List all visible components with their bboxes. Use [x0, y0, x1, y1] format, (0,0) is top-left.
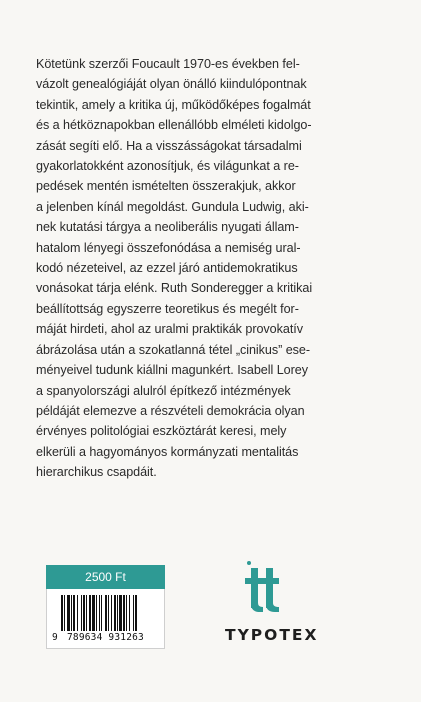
price-tag [46, 565, 165, 589]
barcode-icon [61, 595, 153, 633]
price-label: 2500 Ft [85, 570, 126, 584]
blurb-text: Kötetünk szerzői Foucault 1970-es években fel- vázolt genealógiáját olyan önálló kiindulópontnak tekintik, amely a kritika új, működőképes fogalmát és a hétköznapokban ellenállóbb elméleti kidolgo- zását segíti elő. Ha a visszásságokat társadalmi gyakorlatokként azonosítjuk, és világunkat a re- pedések mentén ismételten összerakjuk, akkor a jelenben kínál megoldást. Gundula Ludwig, aki- nek kutatási tárgya a neoliberális nyugati állam- hatalom lényegi összefonódása a nemiség ural- kodó nézeteivel, az ezzel járó antidemokratikus vonásokat tárja elénk. Ruth Sonderegger a kritikai beállítottság egyszerre teoretikus és megélt for- máját hirdeti, ahol az uralmi praktikák provokatív ábrázolása után a szokatlanná tétel „cinikus” ese- ményeivel tudunk kiállni magunkért. Isabell Lorey a spanyolországi alulról építkező intézmények példáját elemezve a részvételi demokrácia olyan érvényes politológiai eszköztárát keresi, mely elkerüli a hagyományos kormányzati mentalitás hierarchikus csapdáit. [36, 57, 313, 480]
publisher-name: TYPOTEX [225, 626, 319, 644]
isbn-lead-digit: 9 [52, 632, 58, 643]
tt-ligature-logo-icon [241, 560, 285, 614]
isbn-number: 789634 931263 [67, 632, 144, 643]
barcode-panel [46, 589, 165, 649]
